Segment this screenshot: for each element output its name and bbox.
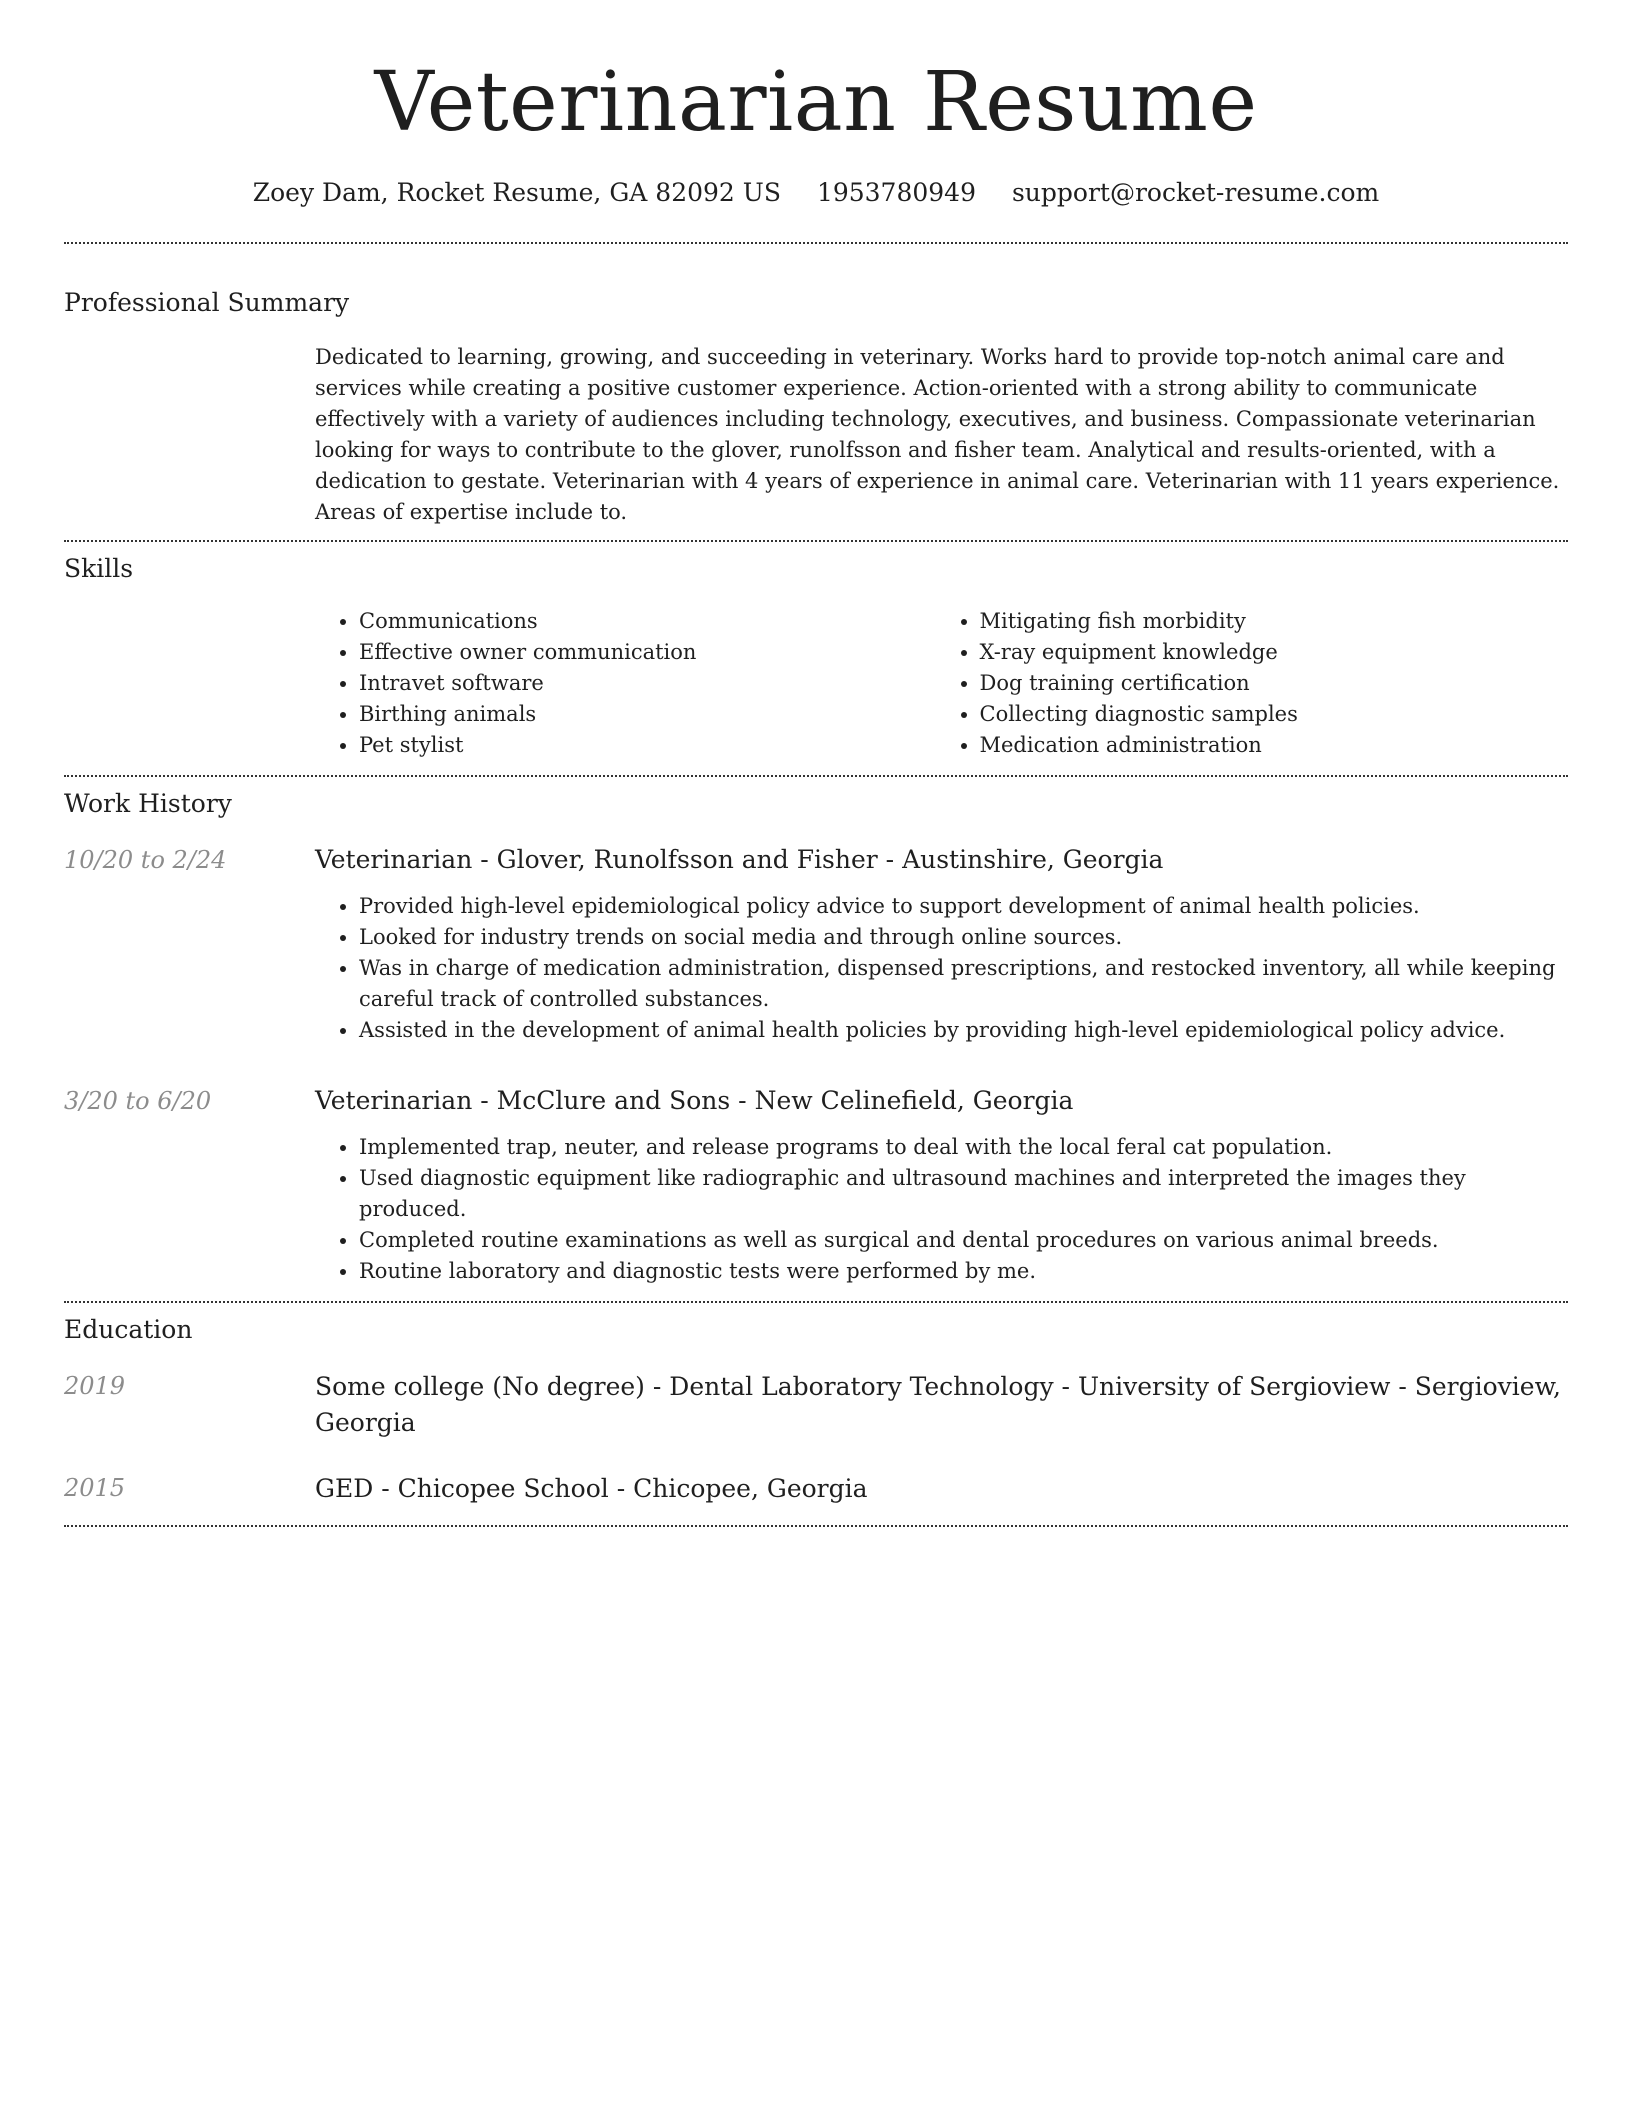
skill-item: • Medication administration — [980, 730, 1569, 761]
job-entry — [64, 843, 1568, 1046]
skill-item: • Effective owner communication — [359, 637, 948, 668]
skill-item: • Collecting diagnostic samples — [980, 699, 1569, 730]
skill-item: • Dog training certification — [980, 668, 1569, 699]
job-bullets — [315, 891, 1568, 1046]
education-heading: Education — [64, 1315, 193, 1344]
divider — [64, 1525, 1568, 1527]
job-bullets — [315, 1132, 1568, 1287]
skill-item: • Communications — [359, 606, 948, 637]
skills-heading: Skills — [64, 554, 134, 583]
job-title: Veterinarian - McClure and Sons - New Celinefield, Georgia — [315, 1086, 1074, 1115]
job-bullet: • Routine laboratory and diagnostic tests were performed by me. — [359, 1256, 1568, 1287]
skill-item: • Pet stylist — [359, 730, 948, 761]
job-dates: 3/20 to 6/20 — [64, 1087, 212, 1115]
work-heading: Work History — [64, 789, 232, 818]
job-bullet: • Looked for industry trends on social media and through online sources. — [359, 922, 1568, 953]
education-year: 2015 — [64, 1474, 126, 1502]
work-section — [64, 777, 1568, 1287]
skill-item: • Intravet software — [359, 668, 948, 699]
contact-address: Zoey Dam, Rocket Resume, GA 82092 US — [252, 178, 781, 207]
skill-item: • Mitigating fish morbidity — [980, 606, 1569, 637]
resume-title: Veterinarian Resume — [374, 55, 1258, 150]
job-bullet: • Was in charge of medication administration, dispensed prescriptions, and restocked inventory, all while keeping careful track of controlled substances. — [359, 953, 1568, 1015]
skills-list-left — [315, 606, 948, 761]
summary-section — [64, 244, 1568, 528]
summary-heading: Professional Summary — [64, 288, 350, 317]
job-title: Veterinarian - Glover, Runolfsson and Fisher - Austinshire, Georgia — [315, 845, 1164, 874]
job-bullet: • Assisted in the development of animal health policies by providing high-level epidemiological policy advice. — [359, 1015, 1568, 1046]
job-bullet: • Completed routine examinations as well as surgical and dental procedures on various animal breeds. — [359, 1225, 1568, 1256]
job-bullet: • Implemented trap, neuter, and release programs to deal with the local feral cat population. — [359, 1132, 1568, 1163]
job-entry — [64, 1084, 1568, 1287]
contact-phone: 1953780949 — [816, 178, 976, 207]
skill-item: • Birthing animals — [359, 699, 948, 730]
job-dates: 10/20 to 2/24 — [64, 846, 227, 874]
education-text: Some college (No degree) - Dental Laboratory Technology - University of Sergioview - Sergioview, Georgia — [315, 1372, 1561, 1437]
contact-email: support@rocket-resume.com — [1011, 178, 1380, 207]
job-bullet: • Used diagnostic equipment like radiographic and ultrasound machines and interpreted the images they produced. — [359, 1163, 1568, 1225]
job-bullet: • Provided high-level epidemiological policy advice to support development of animal health policies. — [359, 891, 1568, 922]
skills-section — [64, 542, 1568, 761]
skill-item: • X-ray equipment knowledge — [980, 637, 1569, 668]
summary-text: Dedicated to learning, growing, and succeeding in veterinary. Works hard to provide top-notch animal care and services while creating a positive customer experience. Action-oriented with a strong ability to communicate effectively with a variety of audiences including technology, executives, and business. Compassionate veterinarian looking for ways to contribute to the glover, runolfsson and fisher team. Analytical and results-oriented, with a dedication to gestate. Veterinarian with 4 years of experience in animal care. Veterinarian with 11 years experience. Areas of expertise include to. — [315, 345, 1560, 524]
skills-list-right — [948, 606, 1569, 761]
contact-line — [64, 176, 1568, 210]
education-entry — [64, 1369, 1568, 1441]
education-text: GED - Chicopee School - Chicopee, Georgia — [315, 1474, 868, 1503]
education-section — [64, 1303, 1568, 1507]
education-entry — [64, 1471, 1568, 1507]
education-year: 2019 — [64, 1372, 126, 1400]
